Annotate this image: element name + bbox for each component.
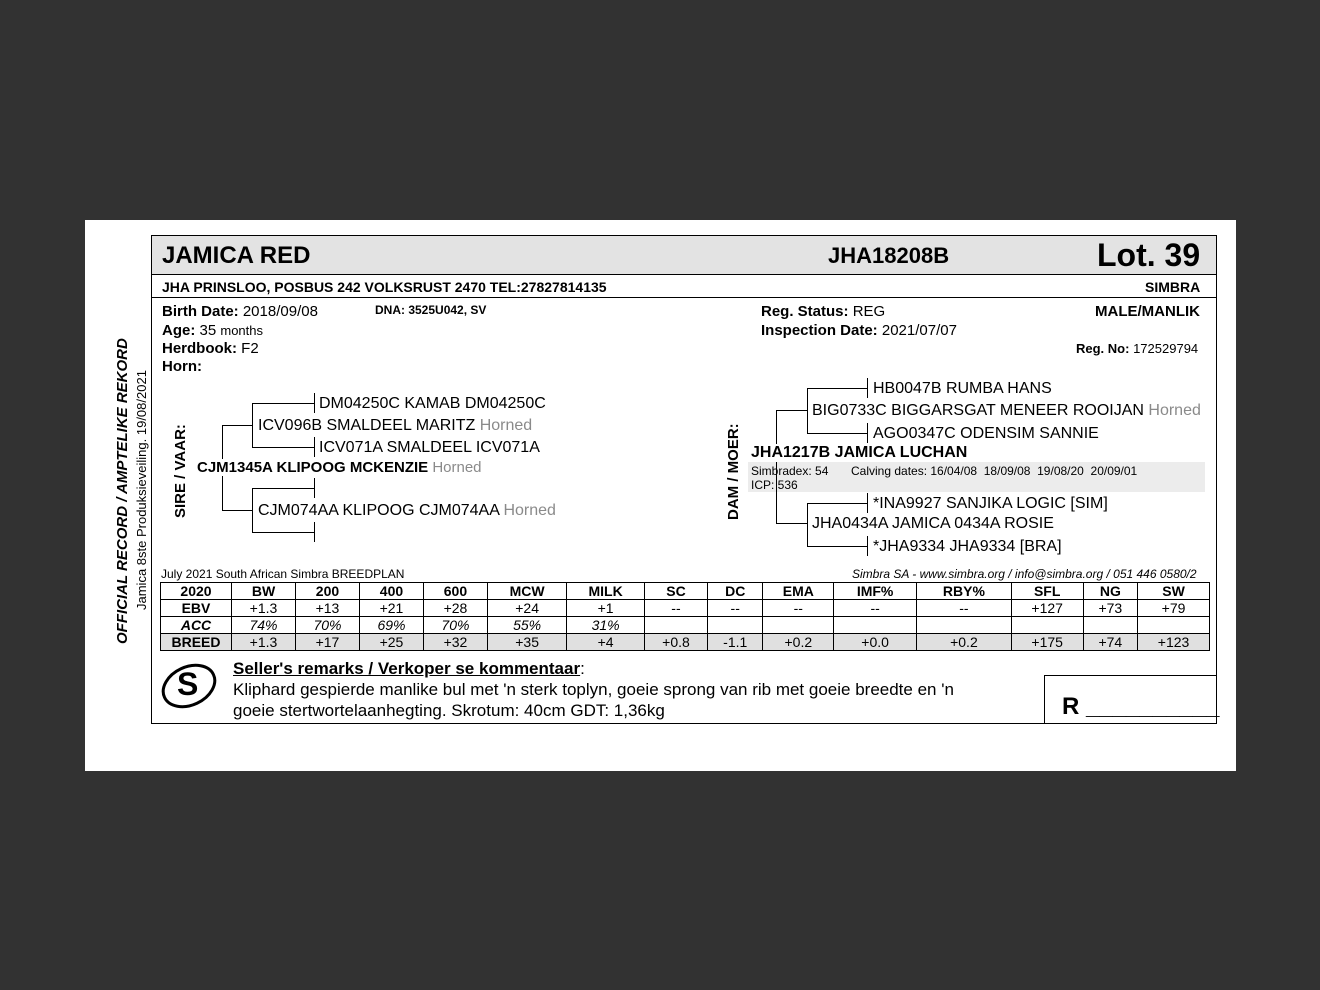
simbra-logo-letter: S bbox=[177, 666, 199, 702]
inspection-value: 2021/07/07 bbox=[881, 322, 957, 339]
acc-row bbox=[161, 617, 1210, 634]
breedplan-caption: July 2021 South African Simbra BREEDPLAN bbox=[161, 567, 405, 581]
remarks-title-text: Seller's remarks / Verkoper se kommentaar bbox=[233, 659, 581, 678]
ebv-row bbox=[161, 600, 1210, 617]
remarks-line-1: Kliphard gespierde manlike bul met 'n sterk toplyn, goeie sprong van rib met goeie breedte en 'n bbox=[233, 680, 954, 699]
acc-cell-sc bbox=[644, 617, 707, 634]
sd-connector-bottom bbox=[252, 532, 314, 533]
age bbox=[162, 322, 263, 339]
sire-connector-top bbox=[222, 425, 252, 426]
remarks-colon: : bbox=[580, 659, 585, 678]
dd-connector bbox=[807, 503, 808, 547]
animal-id: JHA18208B bbox=[828, 243, 950, 268]
ebv-cell-ng: +73 bbox=[1083, 600, 1138, 617]
ebv-col-header-sfl: SFL bbox=[1011, 583, 1083, 600]
breed-label: BREED bbox=[161, 634, 232, 651]
price-field: R __________ bbox=[1062, 693, 1220, 720]
ebv-cell-imf-pct: -- bbox=[834, 600, 917, 617]
dam-sire bbox=[812, 402, 1201, 420]
ebv-col-header-sw: SW bbox=[1138, 583, 1210, 600]
breed-cell-mcw: +35 bbox=[487, 634, 566, 651]
remarks-line-2: goeie stertwortelaanhegting. Skrotum: 40cm GDT: 1,36kg bbox=[233, 701, 665, 720]
reg-status-value: REG bbox=[852, 303, 886, 320]
title-bar bbox=[152, 236, 1216, 275]
ds-connector bbox=[807, 388, 808, 434]
age-unit: months bbox=[220, 323, 264, 338]
dss-tick bbox=[867, 378, 868, 398]
dam-dam-dam: *JHA9334 JHA9334 [BRA] bbox=[873, 538, 1062, 555]
ebv-cell-sfl: +127 bbox=[1011, 600, 1083, 617]
ebv-header-row bbox=[161, 583, 1210, 600]
sire bbox=[197, 459, 482, 476]
sire-label: SIRE / VAAR: bbox=[172, 424, 189, 518]
ebv-col-header-sc: SC bbox=[644, 583, 707, 600]
official-record-label: OFFICIAL RECORD / AMPTELIKE REKORD bbox=[114, 338, 131, 644]
ds-connector-top bbox=[807, 388, 867, 389]
sd-connector bbox=[252, 488, 253, 533]
sale-label: Jamica 8ste Produksieveiling. 19/08/2021 bbox=[134, 370, 149, 610]
ddd-tick bbox=[867, 536, 868, 556]
ssd-tick bbox=[314, 437, 315, 457]
sire-sire-name: ICV096B SMALDEEL MARITZ bbox=[258, 417, 476, 434]
sire-sire-horned: Horned bbox=[479, 417, 533, 434]
sire-dam-name: CJM074AA KLIPOOG CJM074AA bbox=[258, 502, 499, 519]
reg-status bbox=[761, 303, 885, 320]
acc-cell-600: 70% bbox=[423, 617, 487, 634]
owner-line: JHA PRINSLOO, POSBUS 242 VOLKSRUST 2470 TEL:27827814135 bbox=[162, 279, 607, 295]
acc-cell-rby-pct bbox=[917, 617, 1012, 634]
acc-cell-mcw: 55% bbox=[487, 617, 566, 634]
ebv-cell-rby-pct: -- bbox=[917, 600, 1012, 617]
sds-tick bbox=[314, 478, 315, 498]
ebv-col-header-ng: NG bbox=[1083, 583, 1138, 600]
sire-dam bbox=[258, 502, 556, 520]
dd-connector-top bbox=[807, 503, 867, 504]
breed-cell-400: +25 bbox=[359, 634, 423, 651]
birth-value: 2018/09/08 bbox=[242, 303, 318, 320]
ebv-col-header-mcw: MCW bbox=[487, 583, 566, 600]
sex: MALE/MANLIK bbox=[1095, 303, 1200, 320]
inspection-date bbox=[761, 322, 957, 339]
ebv-cell-ema: -- bbox=[763, 600, 834, 617]
icp: ICP: 536 bbox=[751, 478, 798, 492]
ebv-label: EBV bbox=[161, 600, 232, 617]
acc-cell-200: 70% bbox=[295, 617, 359, 634]
acc-cell-bw: 74% bbox=[232, 617, 296, 634]
ss-connector-bottom bbox=[252, 447, 314, 448]
herdbook-value: F2 bbox=[241, 340, 259, 357]
reg-no-label: Reg. No: bbox=[1076, 341, 1130, 356]
dam-connector-bottom bbox=[776, 523, 808, 524]
dam-sire-horned: Horned bbox=[1148, 402, 1201, 419]
acc-cell-milk: 31% bbox=[567, 617, 645, 634]
calving-dates: Calving dates: 16/04/08 18/09/08 19/08/20 20/09/01 bbox=[851, 464, 1138, 478]
breed-cell-ema: +0.2 bbox=[763, 634, 834, 651]
price-box-left bbox=[1044, 675, 1045, 724]
dam-dam: JHA0434A JAMICA 0434A ROSIE bbox=[812, 515, 1054, 532]
ebv-cell-600: +28 bbox=[423, 600, 487, 617]
dds-tick bbox=[867, 493, 868, 513]
horn-label: Horn: bbox=[162, 358, 202, 375]
ebv-col-header-400: 400 bbox=[359, 583, 423, 600]
birth-label: Birth Date: bbox=[162, 303, 239, 320]
age-label: Age: bbox=[162, 322, 196, 339]
ss-connector bbox=[252, 403, 253, 448]
breed-cell-sfl: +175 bbox=[1011, 634, 1083, 651]
ebv-cell-200: +13 bbox=[295, 600, 359, 617]
ebv-col-header-ema: EMA bbox=[763, 583, 834, 600]
herdbook bbox=[162, 340, 259, 357]
herdbook-label: Herdbook: bbox=[162, 340, 237, 357]
reg-no bbox=[1076, 341, 1198, 356]
birth-date bbox=[162, 303, 318, 320]
ebv-col-header-dc: DC bbox=[708, 583, 763, 600]
breed-cell-600: +32 bbox=[423, 634, 487, 651]
ebv-cell-milk: +1 bbox=[567, 600, 645, 617]
sire-sire-dam: ICV071A SMALDEEL ICV071A bbox=[319, 439, 540, 456]
ebv-col-header-milk: MILK bbox=[567, 583, 645, 600]
breed-name: SIMBRA bbox=[1145, 279, 1201, 295]
dam-connector-top bbox=[776, 410, 808, 411]
breed-row bbox=[161, 634, 1210, 651]
sire-connector-bottom bbox=[222, 510, 252, 511]
acc-cell-dc bbox=[708, 617, 763, 634]
breed-cell-imf-pct: +0.0 bbox=[834, 634, 917, 651]
animal-name: JAMICA RED bbox=[162, 242, 311, 269]
ebv-cell-400: +21 bbox=[359, 600, 423, 617]
ebv-cell-sc: -- bbox=[644, 600, 707, 617]
sire-sire bbox=[258, 417, 532, 435]
sire-sire-sire: DM04250C KAMAB DM04250C bbox=[319, 395, 546, 412]
dam-name: JHA1217B JAMICA LUCHAN bbox=[751, 444, 968, 461]
breed-cell-dc: -1.1 bbox=[708, 634, 763, 651]
ebv-col-header-imf-pct: IMF% bbox=[834, 583, 917, 600]
sire-dam-horned: Horned bbox=[503, 502, 556, 519]
inspection-label: Inspection Date: bbox=[761, 322, 878, 339]
acc-cell-ema bbox=[763, 617, 834, 634]
ebv-cell-bw: +1.3 bbox=[232, 600, 296, 617]
breed-cell-sc: +0.8 bbox=[644, 634, 707, 651]
acc-cell-imf-pct bbox=[834, 617, 917, 634]
breed-cell-ng: +74 bbox=[1083, 634, 1138, 651]
year-cell: 2020 bbox=[161, 583, 232, 600]
age-value: 35 bbox=[199, 322, 217, 339]
acc-cell-sw bbox=[1138, 617, 1210, 634]
simbradex: Simbradex: 54 bbox=[751, 464, 829, 478]
dam-sire-name: BIG0733C BIGGARSGAT MENEER ROOIJAN bbox=[812, 402, 1144, 419]
ebv-cell-sw: +79 bbox=[1138, 600, 1210, 617]
dna-info: DNA: 3525U042, SV bbox=[375, 303, 487, 317]
acc-cell-sfl bbox=[1011, 617, 1083, 634]
remarks-title bbox=[233, 659, 585, 679]
acc-cell-400: 69% bbox=[359, 617, 423, 634]
breedplan-contact: Simbra SA - www.simbra.org / info@simbra.org / 051 446 0580/2 bbox=[852, 567, 1197, 581]
acc-label: ACC bbox=[161, 617, 232, 634]
dam-label: DAM / MOER: bbox=[725, 423, 742, 520]
ss-connector-top bbox=[252, 403, 314, 404]
acc-cell-ng bbox=[1083, 617, 1138, 634]
dam-sire-dam: AGO0347C ODENSIM SANNIE bbox=[873, 425, 1099, 442]
reg-status-label: Reg. Status: bbox=[761, 303, 849, 320]
reg-no-value: 172529794 bbox=[1133, 341, 1199, 356]
dam-sire-sire: HB0047B RUMBA HANS bbox=[873, 380, 1052, 397]
ebv-cell-dc: -- bbox=[708, 600, 763, 617]
lot-number: Lot. 39 bbox=[1097, 237, 1201, 273]
sss-tick bbox=[314, 393, 315, 413]
breed-cell-milk: +4 bbox=[567, 634, 645, 651]
dam-dam-sire: *INA9927 SANJIKA LOGIC [SIM] bbox=[873, 495, 1108, 512]
sdd-tick bbox=[314, 522, 315, 542]
breed-cell-200: +17 bbox=[295, 634, 359, 651]
ebv-col-header-bw: BW bbox=[232, 583, 296, 600]
breed-cell-bw: +1.3 bbox=[232, 634, 296, 651]
price-box-top bbox=[1044, 675, 1217, 676]
dsd-tick bbox=[867, 423, 868, 443]
ebv-col-header-200: 200 bbox=[295, 583, 359, 600]
ebv-cell-mcw: +24 bbox=[487, 600, 566, 617]
sire-name: CJM1345A KLIPOOG MCKENZIE bbox=[197, 459, 429, 476]
ebv-table bbox=[160, 582, 1210, 651]
dd-connector-bottom bbox=[807, 546, 867, 547]
ds-connector-bottom bbox=[807, 433, 867, 434]
ebv-col-header-600: 600 bbox=[423, 583, 487, 600]
sire-horned: Horned bbox=[432, 459, 482, 476]
ebv-col-header-rby-pct: RBY% bbox=[917, 583, 1012, 600]
sd-connector-top bbox=[252, 488, 314, 489]
breed-cell-sw: +123 bbox=[1138, 634, 1210, 651]
breed-cell-rby-pct: +0.2 bbox=[917, 634, 1012, 651]
